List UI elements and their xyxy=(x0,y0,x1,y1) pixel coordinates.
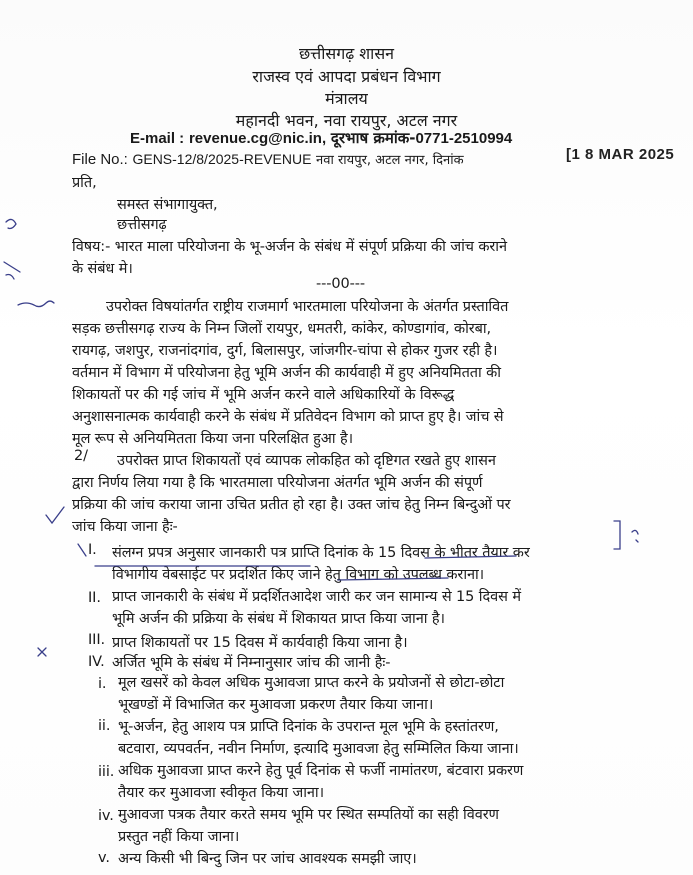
side-note xyxy=(632,530,638,542)
separator: ---00--- xyxy=(316,276,366,292)
para2-line: प्रक्रिया की जांच कराया जाना उचित प्रतीत हो रहा है। उक्त जांच हेतु निम्न बिन्दुओं पर xyxy=(72,497,511,513)
date-stamp xyxy=(566,146,674,163)
point-number: III. xyxy=(88,632,106,648)
subpoint-text: मूल खसरें को केवल अधिक मुआवजा प्राप्त करने के प्रयोजनों से छोटा-छोटा xyxy=(118,675,505,691)
margin-squiggle xyxy=(4,262,20,279)
subpoint-number: iii. xyxy=(98,764,115,780)
subpoint-number: i. xyxy=(98,676,107,692)
point-number: II. xyxy=(88,590,101,606)
date-stamp-bracket: [ xyxy=(566,146,572,163)
subject-line-1: विषय:- भारत माला परियोजना के भू-अर्जन के संबंध में संपूर्ण प्रक्रिया की जांच कराने xyxy=(72,239,507,255)
file-line xyxy=(72,150,464,168)
para2-line: जांच किया जाना हैः- xyxy=(72,519,178,535)
subpoint-text: तैयार कर मुआवजा स्वीकृत किया जाना। xyxy=(118,785,324,801)
place-date-label: नवा रायपुर, अटल नगर, दिनांक xyxy=(316,153,464,168)
email-value: revenue.cg@nic.in, xyxy=(188,130,327,147)
recipient-line-2: छत्तीसगढ़ xyxy=(117,217,167,233)
para1-line: अनुशासनात्मक कार्यवाही करने के संबंध में प्रतिवेदन विभाग को प्राप्त हुए है। जांच से xyxy=(72,409,504,425)
point-number: I. xyxy=(88,542,97,558)
subpoint-text: बटवारा, व्यपवर्तन, नवीन निर्माण, इत्यादि मुआवजा हेतु सम्मिलित किया जाना। xyxy=(118,741,519,757)
subpoint-text: भूखण्डों में विभाजित कर मुआवजा प्रकरण तैयार किया जाना। xyxy=(118,697,434,713)
file-number: GENS-12/8/2025-REVENUE xyxy=(132,151,312,167)
subject-line-2: के संबंध मे। xyxy=(72,261,133,277)
para1-line: वर्तमान में विभाग में परियोजना हेतु भूमि अर्जन की कार्यवाही में हुए अनियमितता की xyxy=(72,365,501,381)
point-text: प्राप्त शिकायतों पर 15 दिवस में कार्यवाही किया जाना है। xyxy=(112,635,408,651)
para2-line: द्वारा निर्णय लिया गया है कि भारतमाला परियोजना अंतर्गत भूमि अर्जन की संपूर्ण xyxy=(72,475,483,491)
point-text: अर्जित भूमि के संबंध में निम्नानुसार जांच की जानी हैः- xyxy=(112,655,391,671)
subpoint-number: v. xyxy=(98,850,110,866)
prati-label: प्रति, xyxy=(72,175,97,191)
recipient-line-1: समस्त संभागायुक्त, xyxy=(117,197,218,213)
para1-line: सड़क छत्तीसगढ़ राज्य के निम्न जिलों रायपुर, धमतरी, कांकेर, कोण्डागांव, कोरबा, xyxy=(72,321,492,337)
subpoint-text: प्रस्तुत नहीं किया जाना। xyxy=(118,829,240,845)
govt-title: छत्तीसगढ़ शासन xyxy=(298,44,395,63)
address-line: महानदी भवन, नवा रायपुर, अटल नगर xyxy=(235,111,458,130)
file-label: File No.: xyxy=(72,151,128,168)
cross-mark xyxy=(38,648,46,656)
point-text: प्राप्त जानकारी के संबंध में प्रदर्शितआदेश जारी कर जन सामान्य से 15 दिवस में xyxy=(112,589,521,605)
point-text: भूमि अर्जन की प्रक्रिया के संबंध में शिकायत प्राप्त किया जाना है। xyxy=(112,611,445,627)
point-text: संलग्न प्रपत्र अनुसार जानकारी पत्र प्राप्ति दिनांक के 15 दिवस के भीतर तैयार कर xyxy=(112,545,530,561)
point-text: विभागीय वेबसाईट पर प्रदर्शित किए जाने हेतु विभाग को उपलब्ध कराना। xyxy=(112,567,485,583)
date-stamp-value: 1 8 MAR 2025 xyxy=(571,146,675,163)
email-label: E-mail : xyxy=(130,130,185,147)
subpoint-number: ii. xyxy=(98,718,111,734)
slash-mark xyxy=(78,544,86,556)
margin-squiggle xyxy=(6,219,16,228)
contact-line xyxy=(130,128,512,148)
para1-line: मूल रूप से अनियमितता किया जना परिलक्षित हुआ है। xyxy=(72,431,353,447)
margin-initials xyxy=(18,301,54,307)
para2-number: 2/ xyxy=(74,448,88,464)
tick-mark xyxy=(46,507,64,523)
para1-line: शिकायतों पर की गई जांच में भूमि अर्जन करने वाले अधिकारियों के विरूद्ध xyxy=(72,387,455,403)
phone-value: 0771-2510994 xyxy=(415,130,513,147)
subpoint-text: अधिक मुआवजा प्राप्त करने हेतु पूर्व दिनांक से फर्जी नामांतरण, बंटवारा प्रकरण xyxy=(118,763,524,779)
para1-line: रायगढ़, जशपुर, राजनांदगांव, दुर्ग, बिलासपुर, जांजगीर-चांपा से होकर गुजर रही है। xyxy=(72,343,498,359)
para2-line: उपरोक्त प्राप्त शिकायतों एवं व्यापक लोकहित को दृष्टिगत रखते हुए शासन xyxy=(117,453,496,469)
subpoint-text: मुआवजा पत्रक तैयार करते समय भूमि पर स्थित सम्पतियों का सही विवरण xyxy=(118,807,499,823)
department-title: राजस्व एवं आपदा प्रबंधन विभाग xyxy=(252,67,441,86)
para1-line: उपरोक्त विषयांतर्गत राष्ट्रीय राजमार्ग भारतमाला परियोजना के अंतर्गत प्रस्तावित xyxy=(106,299,509,315)
point-number: IV. xyxy=(88,654,105,670)
bracket-mark xyxy=(614,521,620,549)
subpoint-text: भू-अर्जन, हेतु आशय पत्र प्राप्ति दिनांक के उपरान्त मूल भूमि के हस्तांतरण, xyxy=(118,719,499,735)
subpoint-number: iv. xyxy=(98,808,114,824)
ministry-title: मंत्रालय xyxy=(325,89,368,108)
subpoint-text: अन्य किसी भी बिन्दु जिन पर जांच आवश्यक समझी जाए। xyxy=(118,851,417,867)
phone-label: दूरभाष क्रमांक- xyxy=(330,129,416,147)
